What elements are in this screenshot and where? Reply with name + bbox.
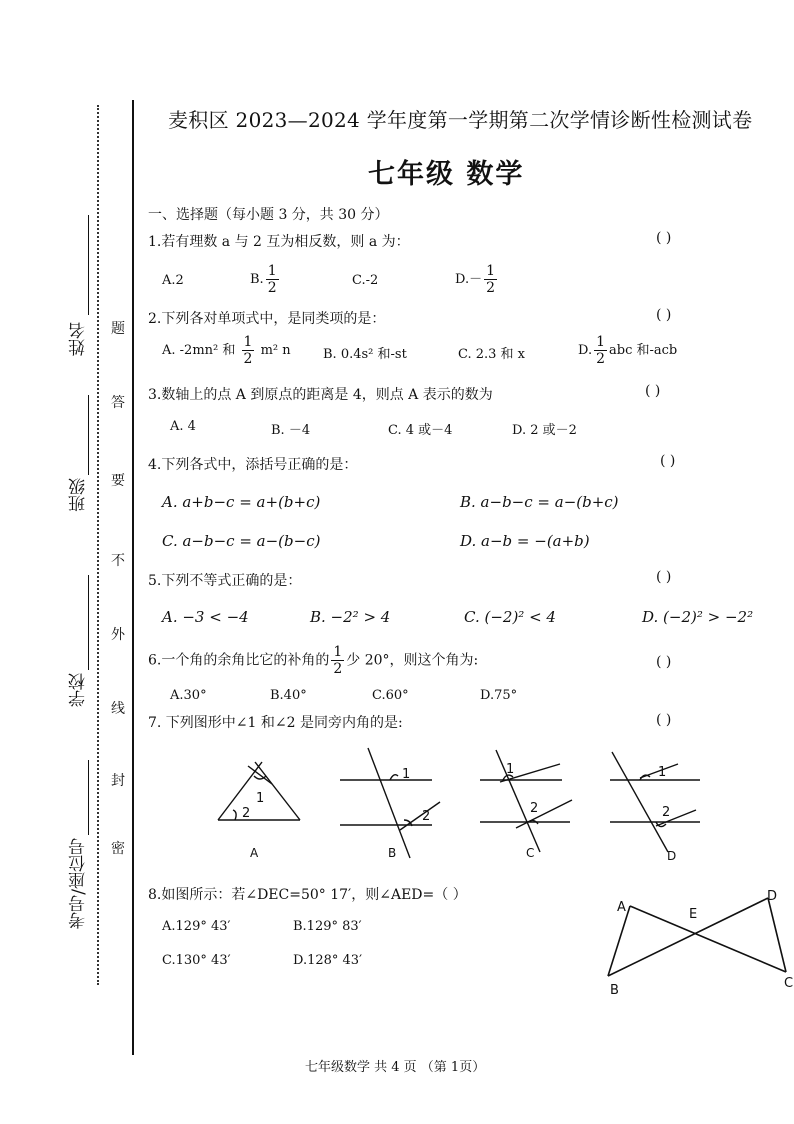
answer-paren: ( ): [656, 712, 672, 728]
seal-char: 要: [111, 473, 125, 489]
option-label: B.: [250, 272, 264, 287]
point-b-label: B: [610, 983, 619, 998]
question-3-stem: 3.数轴上的点 A 到原点的距离是 4，则点 A 表示的数为: [148, 387, 493, 403]
answer-paren: ( ): [656, 307, 672, 323]
option-label: D.－: [455, 272, 483, 287]
option-b: B. 0.4s² 和-st: [323, 347, 407, 362]
fraction: $\frac{1}{2}$: [267, 263, 277, 296]
option-c: C. 2.3 和 x: [458, 347, 526, 362]
answer-paren: ( ): [660, 453, 676, 469]
option-b: [250, 264, 281, 295]
answer-paren: ( ): [656, 230, 672, 246]
option-c: C. (−2)² < 4: [464, 608, 556, 626]
angle-1-label: 1: [256, 791, 265, 806]
point-d-label: D: [767, 889, 778, 904]
class-line: [88, 395, 89, 475]
section-heading: 一、选择题（每小题 3 分，共 30 分）: [148, 207, 389, 223]
seal-char: 密: [111, 841, 125, 857]
fraction: $\frac{1}{2}$: [333, 644, 343, 677]
question-2-stem: 2.下列各对单项式中，是同类项的是：: [148, 311, 386, 327]
seal-char: 外: [111, 627, 125, 643]
seal-char: 封: [111, 773, 125, 789]
option-b: B.40°: [270, 688, 307, 703]
binding-solid-line: [132, 100, 134, 1055]
answer-paren: ( ): [656, 654, 672, 670]
option-a: A. -2mn² 和 $\frac{1}{2}$ m² n: [162, 334, 291, 367]
seal-char: 不: [111, 553, 125, 569]
option-a: A.30°: [170, 688, 207, 703]
option-d: [455, 264, 499, 295]
fraction: $\frac{1}{2}$: [243, 334, 253, 367]
option-a: A.129° 43′: [162, 919, 231, 934]
question-8-figure: [600, 888, 794, 1004]
option-b: B. −2² > 4: [310, 608, 391, 626]
option-d: D. $\frac{1}{2}$ abc 和-acb: [578, 334, 678, 367]
option-b: B.129° 83′: [293, 919, 362, 934]
answer-paren: ( ): [656, 569, 672, 585]
figure-b-label: B: [388, 846, 397, 860]
angle-1-label: 1: [506, 762, 515, 777]
option-b: B. －4: [271, 423, 311, 438]
fraction: $\frac{1}{2}$: [596, 334, 606, 367]
option-a: A. a+b−c = a+(b+c): [162, 493, 321, 511]
figure-c: [480, 750, 572, 860]
figure-b: [340, 748, 440, 860]
seal-char: 线: [111, 701, 125, 717]
option-d: D. (−2)² > −2²: [642, 608, 754, 626]
option-c: C. 4 或－4: [388, 423, 453, 438]
exam-no-line: [88, 760, 89, 835]
point-c-label: C: [784, 976, 794, 991]
exam-title: 麦积区 2023—2024 学年度第一学期第二次学情诊断性检测试卷: [168, 108, 753, 132]
option-b: B. a−b−c = a−(b+c): [460, 493, 619, 511]
option-a: A. 4: [170, 419, 196, 434]
angle-2-label: 2: [530, 801, 539, 816]
name-line: [88, 215, 89, 315]
question-8-stem: 8.如图所示：若∠DEC=50° 17′，则∠AED=（ ）: [148, 887, 467, 903]
binding-dotted-line: [97, 105, 99, 985]
seal-char: 题: [111, 321, 125, 337]
option-a: A.2: [162, 273, 184, 288]
point-a-label: A: [617, 900, 626, 915]
figure-a-label: A: [250, 846, 259, 860]
class-label: 班级: [69, 478, 89, 512]
option-c: C.-2: [352, 273, 379, 288]
angle-1-label: 1: [658, 765, 667, 780]
exam-subtitle: 七年级 数学: [368, 159, 525, 190]
option-d: D.128° 43′: [293, 953, 363, 968]
option-a: A. −3 < −4: [162, 608, 249, 626]
angle-1-label: 1: [402, 767, 411, 782]
option-d: D. a−b = −(a+b): [460, 532, 590, 550]
exam-no-label: 考号/座位号: [69, 838, 89, 929]
option-d: D. 2 或－2: [512, 423, 577, 438]
school-label: 学校: [69, 673, 89, 707]
option-c: C.60°: [372, 688, 409, 703]
angle-2-label: 2: [422, 809, 431, 824]
question-4-stem: 4.下列各式中，添括号正确的是：: [148, 457, 358, 473]
question-7-figures: [200, 740, 720, 870]
angle-2-label: 2: [662, 805, 671, 820]
point-e-label: E: [689, 907, 698, 922]
option-c: C.130° 43′: [162, 953, 231, 968]
question-7-stem: 7. 下列图形中∠1 和∠2 是同旁内角的是:: [148, 715, 403, 731]
question-1-stem: 1.若有理数 a 与 2 互为相反数，则 a 为：: [148, 234, 410, 250]
fraction: $\frac{1}{2}$: [486, 263, 496, 296]
angle-2-label: 2: [242, 806, 251, 821]
figure-c-label: C: [526, 846, 535, 860]
option-d: D.75°: [480, 688, 518, 703]
seal-char: 答: [111, 395, 125, 411]
question-5-stem: 5.下列不等式正确的是：: [148, 573, 302, 589]
answer-paren: ( ): [645, 383, 661, 399]
school-line: [88, 575, 89, 670]
figure-d-label: D: [667, 849, 677, 863]
figure-a: [218, 762, 300, 860]
figure-d: [610, 752, 700, 863]
option-c: C. a−b−c = a−(b−c): [162, 532, 321, 550]
question-6-stem: 6.一个角的余角比它的补角的 $\frac{1}{2}$ 少 20°，则这个角为:: [148, 644, 479, 677]
name-label: 姓名: [69, 322, 89, 356]
page-footer: 七年级数学 共 4 页 （第 1页）: [305, 1060, 486, 1075]
